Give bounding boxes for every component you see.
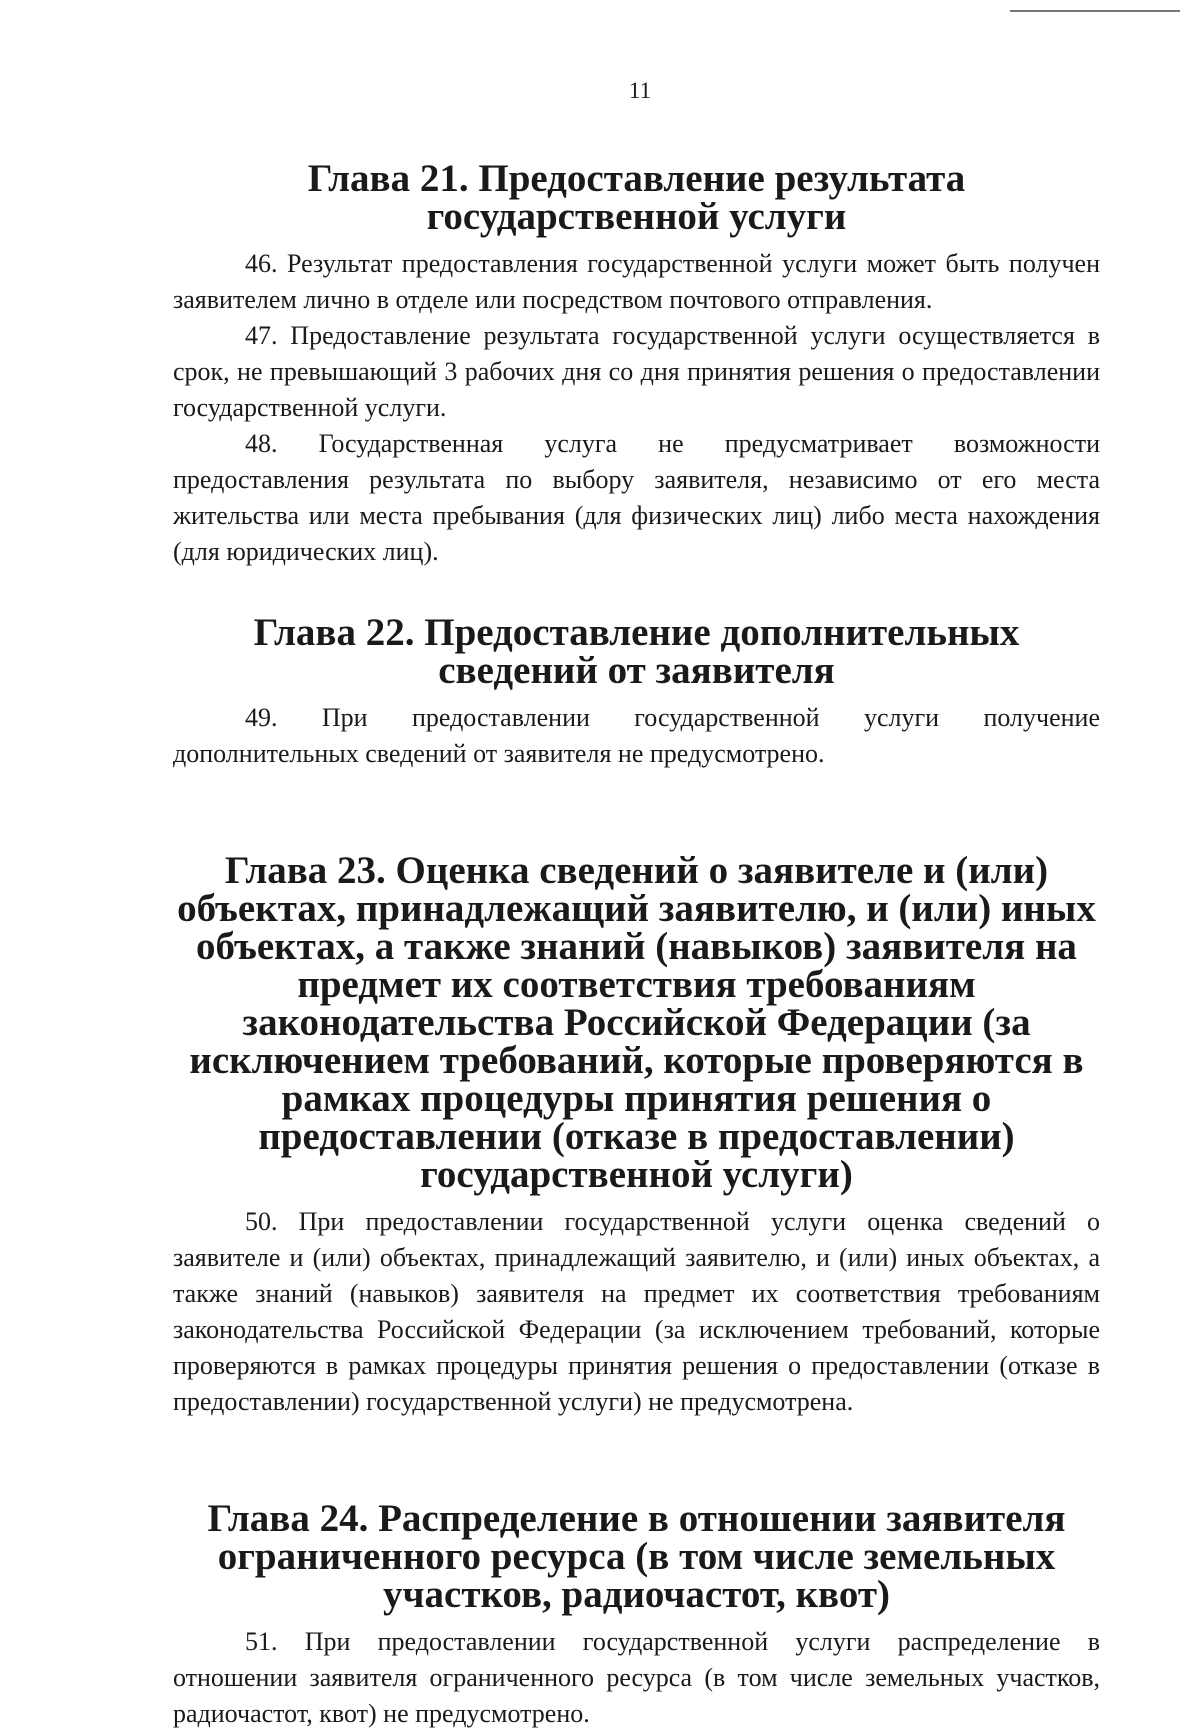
chapter-24-heading: Глава 24. Распределение в отношении заявителя ограниченного ресурса (в том числе земельных участков, радиочастот, квот): [207, 1497, 1066, 1616]
chapter-22-heading: Глава 22. Предоставление дополнительных сведений от заявителя: [253, 611, 1020, 692]
paragraph-50: 50. При предоставлении государственной услуги оценка сведений о заявителе и (или) объектах, принадлежащий заявителю, и (или) иных объектах, а также знаний (навыков) заявителя на предмет их соответствия требованиям законодательства Российской Федерации (за исключением требований, которые проверяются в рамках процедуры принятия решения о предоставлении (отказе в предоставлении) государственной услуги) не предусмотрена.: [173, 1207, 1100, 1416]
paragraph-48: 48. Государственная услуга не предусматривает возможности предоставления результата по выбору заявителя, независимо от его места жительства или места пребывания (для физических лиц) либо места нахождения (для юридических лиц).: [173, 429, 1100, 566]
paragraph-49: 49. При предоставлении государственной услуги получение дополнительных сведений от заявителя не предусмотрено.: [173, 703, 1100, 768]
top-rule-divider: [1010, 10, 1180, 12]
paragraph-47: 47. Предоставление результата государственной услуги осуществляется в срок, не превышающий 3 рабочих дня со дня принятия решения о предоставлении государственной услуги.: [173, 321, 1100, 422]
page-number: 11: [628, 78, 652, 103]
paragraph-46: 46. Результат предоставления государственной услуги может быть получен заявителем лично в отделе или посредством почтового отправления.: [173, 249, 1100, 314]
chapter-21-heading: Глава 21. Предоставление результата государственной услуги: [307, 157, 966, 238]
document-body: [173, 157, 1100, 1732]
chapter-23-heading: Глава 23. Оценка сведений о заявителе и (или) объектах, принадлежащий заявителю, и (или) иных объектах, а также знаний (навыков) заявителя на предмет их соответствия требованиям законодательства Российской Федерации (за исключением требований, которые проверяются в рамках процедуры принятия решения о предоставлении (отказе в предоставлении) государственной услуги): [177, 849, 1096, 1196]
paragraph-51: 51. При предоставлении государственной услуги распределение в отношении заявителя ограниченного ресурса (в том числе земельных участков, радиочастот, квот) не предусмотрено.: [173, 1627, 1100, 1728]
